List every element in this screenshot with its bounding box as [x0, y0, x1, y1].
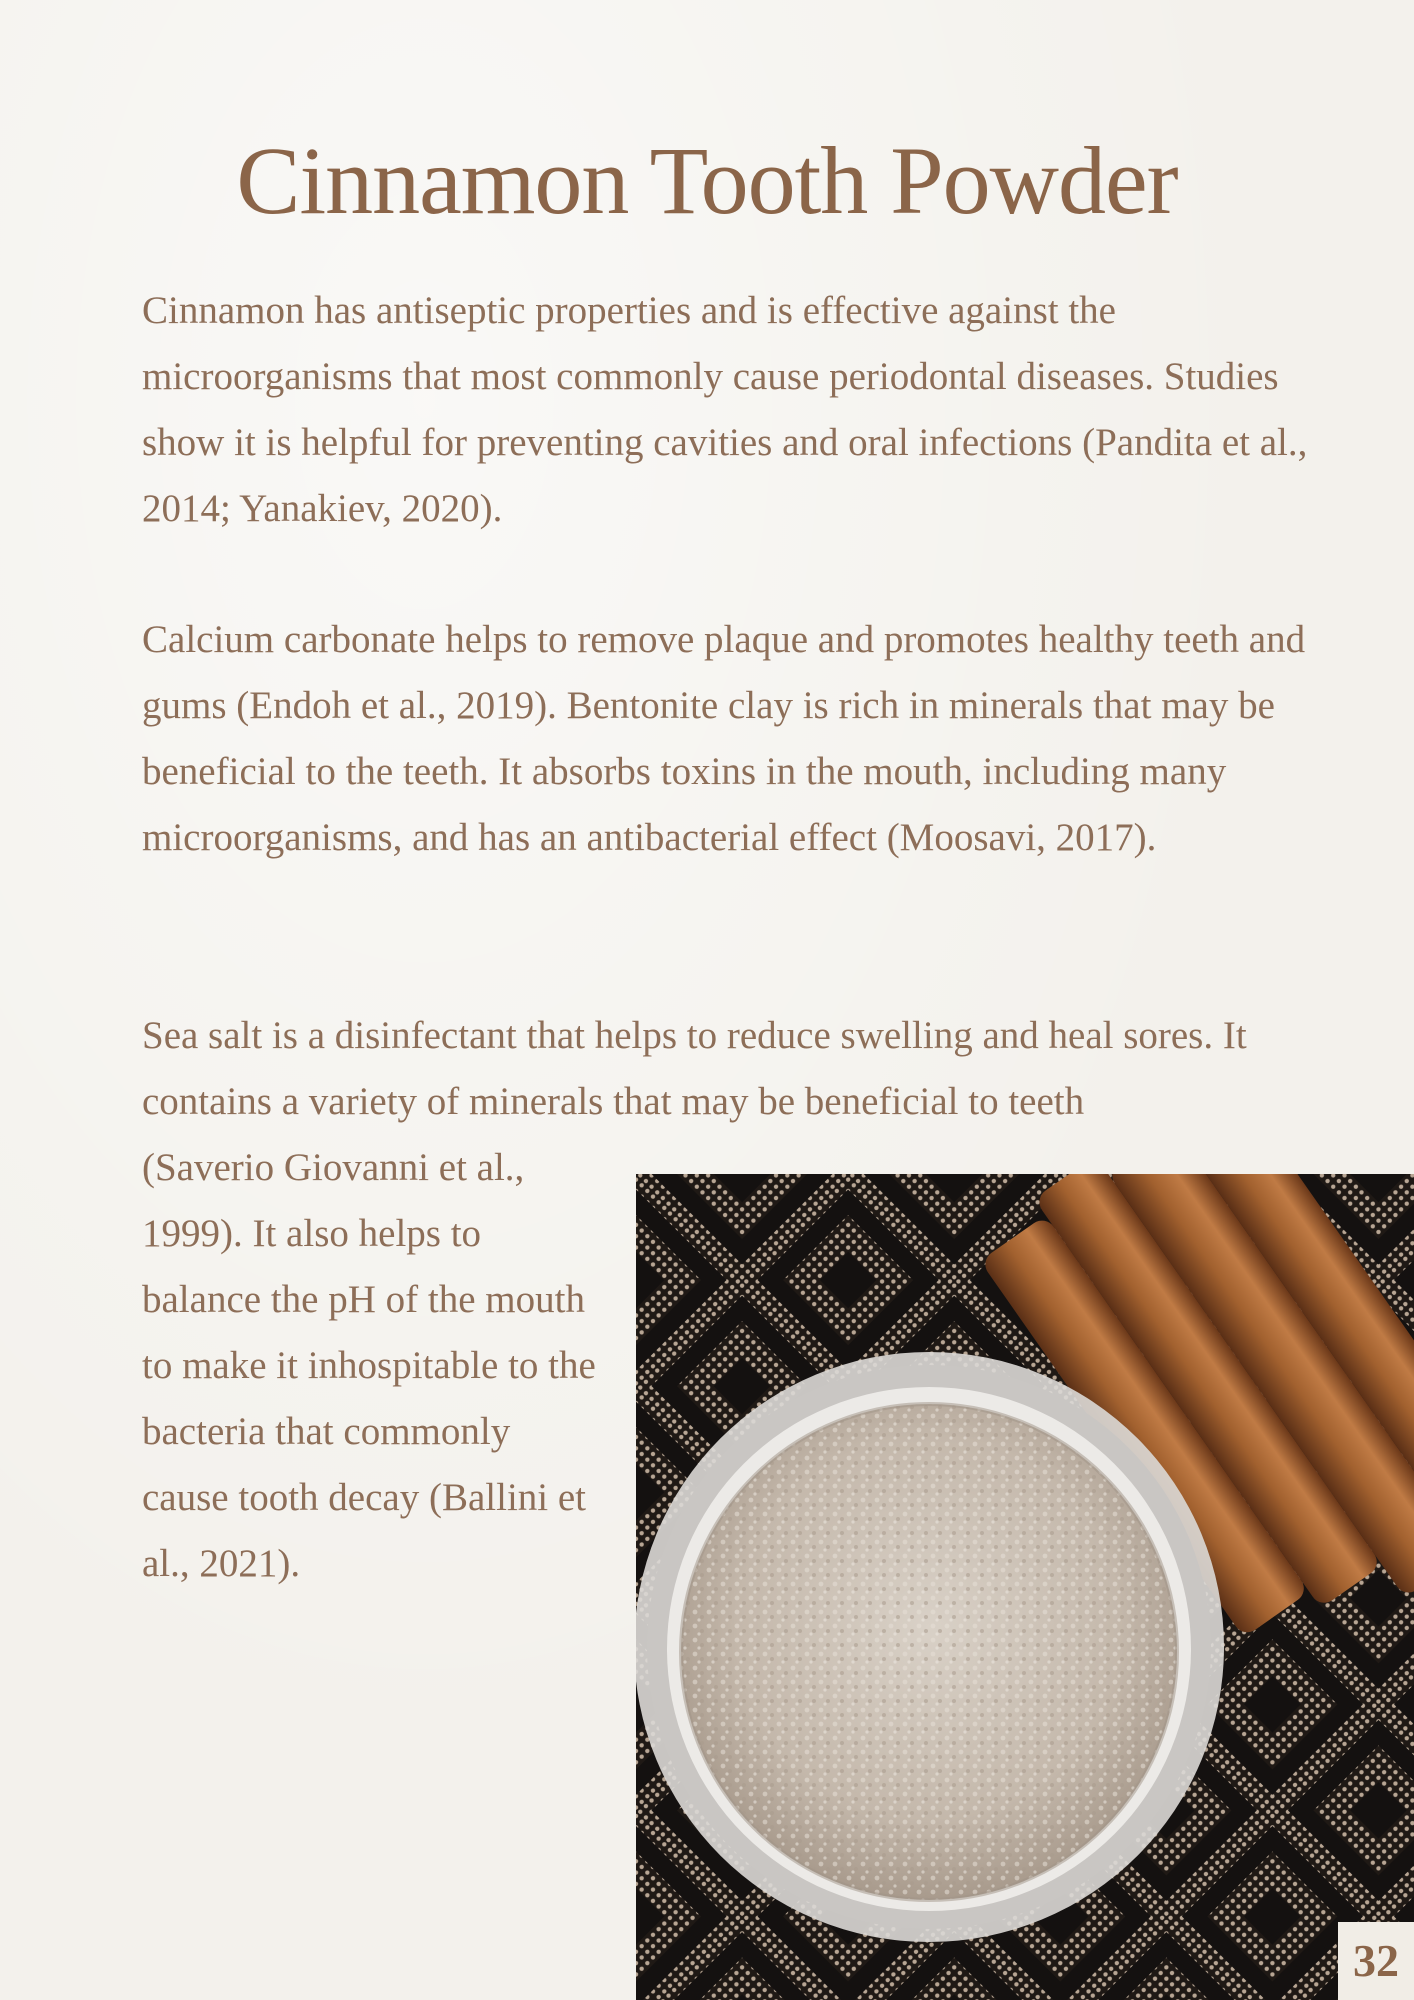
paragraph-sea-salt-continued: (Saverio Giovanni et al., 1999). It also helps to balance the pH of the mouth to make it inhospitable to the bacteria that commonly cause tooth decay (Ballini et al., 2021). [142, 1146, 596, 1585]
paragraph-sea-salt: Sea salt is a disinfectant that helps to reduce swelling and heal sores. It contains a variety of minerals that may be beneficial to teeth [142, 1014, 1247, 1123]
paragraph-calcium-bentonite: Calcium carbonate helps to remove plaque and promotes healthy teeth and gums (Endoh et al., 2019). Bentonite clay is rich in minerals that may be beneficial to the teeth. It absorbs toxins in the mouth, including many microorganisms, and has an antibacterial effect (Moosavi, 2017). [142, 618, 1306, 859]
paragraph-cinnamon: Cinnamon has antiseptic properties and is effective against the microorganisms that most commonly cause periodontal diseases. Studies show it is helpful for preventing cavities and oral infections (Pandita et al., 2014; Yanakiev, 2020). [142, 289, 1308, 530]
page-number: 32 [1338, 1922, 1414, 2000]
tooth-powder-photo [636, 1174, 1414, 2000]
page-title: Cinnamon Tooth Powder [236, 127, 1178, 234]
